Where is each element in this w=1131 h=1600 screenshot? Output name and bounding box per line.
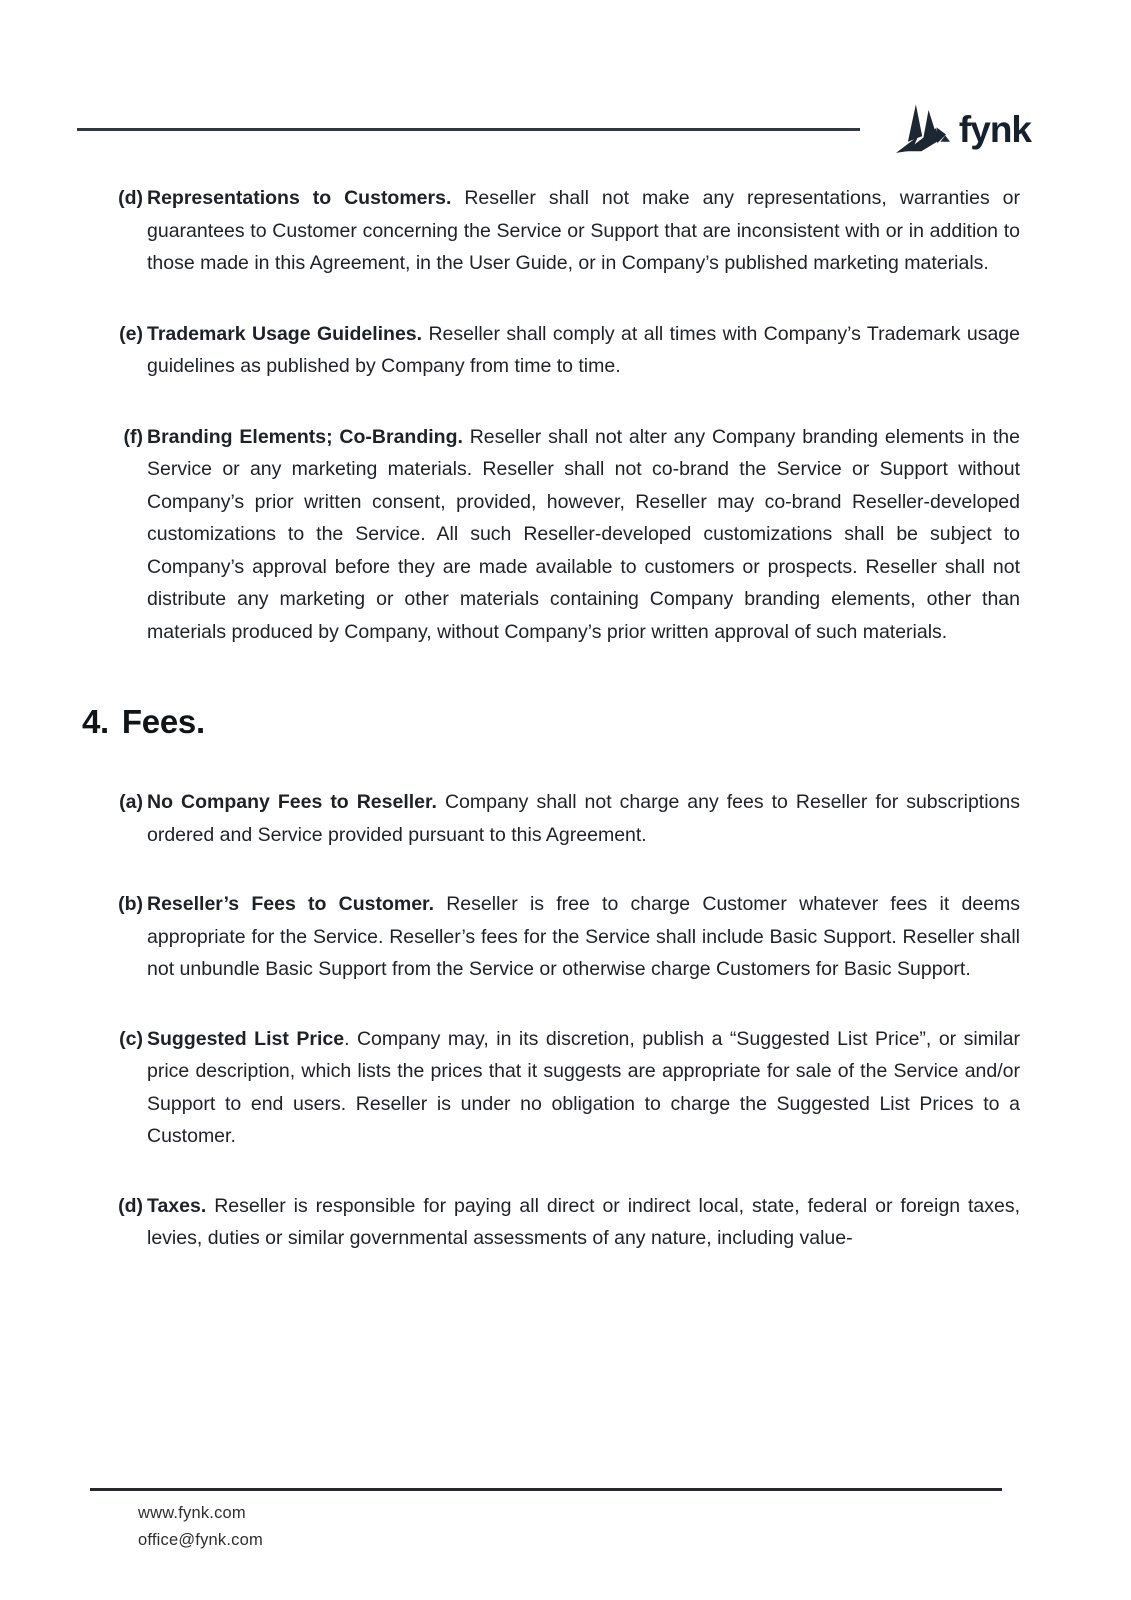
fees-clause-list — [82, 786, 1020, 1255]
clause-d-taxes — [82, 1190, 1020, 1255]
clause-body: Reseller shall comply at all times with Company’s Trademark usage guidelines as published by Company from time to time. — [147, 322, 1020, 377]
clause-marker: (b) — [118, 893, 143, 915]
clause-title: Suggested List Price — [147, 1027, 345, 1050]
clause-b-resellers-fees — [82, 888, 1020, 986]
clause-body: Reseller is responsible for paying all direct or indirect local, state, federal or foreign taxes, levies, duties or similar governmental assessments of any nature, including value- — [147, 1194, 1020, 1249]
clause-body: Reseller shall not make any representations, warranties or guarantees to Customer concerning the Service or Support that are inconsistent with or in addition to those made in this Agreement, in the User Guide, or in Company’s published marketing materials. — [147, 187, 1021, 274]
clause-e-trademark — [82, 318, 1020, 383]
clause-title: Trademark Usage Guidelines. — [147, 322, 423, 345]
clause-marker: (a) — [119, 791, 143, 813]
clause-text — [147, 1023, 1020, 1153]
clause-text — [147, 421, 1020, 649]
footer-email: office@fynk.com — [138, 1531, 263, 1549]
page-footer — [90, 1488, 1002, 1554]
origami-bird-icon — [896, 104, 950, 154]
clause-marker: (f) — [123, 425, 143, 448]
clause-body: Company shall not charge any fees to Reseller for subscriptions ordered and Service provided pursuant to this Agreement. — [147, 791, 1020, 846]
clause-d-representations — [82, 182, 1020, 280]
clause-title: Reseller’s Fees to Customer. — [147, 893, 434, 915]
header-rule — [77, 128, 860, 131]
clause-title: Taxes. — [147, 1194, 207, 1217]
clause-title: Branding Elements; Co-Branding. — [147, 425, 463, 448]
brand-logo — [896, 104, 1031, 154]
page-header — [77, 103, 1031, 155]
clause-title: Representations to Customers. — [147, 187, 452, 209]
footer-website: www.fynk.com — [138, 1504, 246, 1522]
clause-a-no-company-fees — [82, 786, 1020, 851]
clause-marker: (c) — [119, 1027, 143, 1050]
clause-text — [147, 1190, 1020, 1255]
clause-marker: (d) — [118, 1194, 143, 1217]
section-heading-fees — [82, 700, 1020, 744]
clause-title: No Company Fees to Reseller. — [147, 791, 437, 813]
clause-text — [147, 786, 1020, 851]
clause-body: Reseller is free to charge Customer whatever fees it deems appropriate for the Service. Reseller’s fees for the Service shall include Basic Support. Reseller shall not unbundle Basic Support from the Service or otherwise charge Customers for Basic Support. — [147, 893, 1020, 980]
section-number: 4. — [82, 703, 109, 740]
clause-body: Reseller shall not alter any Company branding elements in the Service or any marketing materials. Reseller shall not co-brand the Service or Support without Company’s prior written consent, provided, however, Reseller may co-brand Reseller-developed customizations to the Service. All such Reseller-developed customizations shall be subject to Company’s approval before they are made available to customers or prospects. Reseller shall not distribute any marketing or other materials containing Company branding elements, other than materials produced by Company, without Company’s prior written approval of such materials. — [147, 425, 1020, 643]
document-body — [82, 182, 1020, 1255]
brand-wordmark: fynk — [958, 108, 1031, 150]
clause-text — [147, 888, 1020, 986]
clause-body: . Company may, in its discretion, publish a “Suggested List Price”, or similar price description, which lists the prices that it suggests are appropriate for sale of the Service and/or Support to end users. Reseller is under no obligation to charge the Suggested List Prices to a Customer. — [147, 1027, 1021, 1147]
clause-marker: (d) — [118, 187, 143, 209]
clause-marker: (e) — [119, 322, 143, 345]
section-title: Fees. — [121, 703, 205, 740]
clause-f-branding — [82, 421, 1020, 649]
clause-text — [147, 318, 1020, 383]
clause-c-suggested-list-price — [82, 1023, 1020, 1153]
clause-text — [147, 182, 1020, 280]
